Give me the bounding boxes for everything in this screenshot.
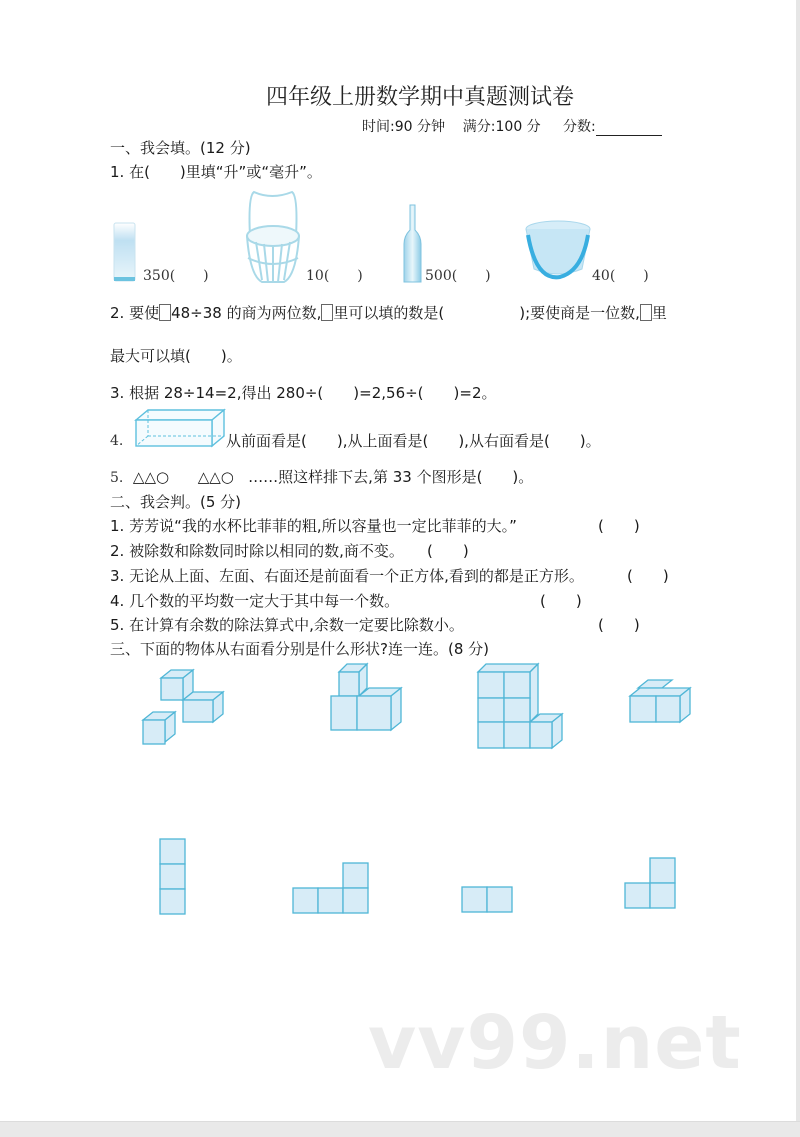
glass-icon xyxy=(113,222,137,284)
q2-line2: 最大可以填( )。 xyxy=(110,347,242,365)
scrollbar[interactable] xyxy=(796,0,800,1122)
judge-item-5: 5. 在计算有余数的除法算式中,余数一定要比除数小。 xyxy=(110,616,464,634)
pattern-2: △△○ xyxy=(197,468,234,486)
cube-stack-d xyxy=(628,678,692,726)
judge-blank-5[interactable]: ( ) xyxy=(598,616,640,634)
cuboid-icon xyxy=(134,408,226,448)
time-limit: 时间:90 分钟 xyxy=(362,119,445,135)
judge-blank-4[interactable]: ( ) xyxy=(540,592,582,610)
view-l-shape-4 xyxy=(292,862,372,916)
view-l-shape-3 xyxy=(624,857,678,911)
exam-meta xyxy=(362,116,662,136)
q1-prompt: 1. 在( )里填“升”或“毫升”。 xyxy=(110,163,322,181)
q1-item-1: 350( ) xyxy=(143,268,209,284)
bottle-icon xyxy=(403,204,423,284)
score-label: 分数: xyxy=(562,119,596,135)
q2-line1: 2. 要使 48÷38 的商为两位数, 里可以填的数是( );要使商是一位数, 里 xyxy=(110,304,667,322)
q3: 3. 根据 28÷14=2,得出 280÷( )=2,56÷( )=2。 xyxy=(110,384,497,402)
pail-icon xyxy=(524,219,594,281)
judge-blank-1[interactable]: ( ) xyxy=(598,517,640,535)
judge-item-1: 1. 芳芳说“我的水杯比菲菲的粗,所以容量也一定比菲菲的大。” xyxy=(110,517,517,535)
watermark: vv99.net xyxy=(368,1000,742,1086)
judge-blank-2[interactable]: ( ) xyxy=(427,542,469,560)
section2-heading: 二、我会判。(5 分) xyxy=(110,493,242,511)
q1-item-2: 10( ) xyxy=(306,268,363,284)
judge-item-4: 4. 几个数的平均数一定大于其中每一个数。 xyxy=(110,592,400,610)
digit-box[interactable] xyxy=(159,304,171,321)
q4-text: 从前面看是( ),从上面看是( ),从右面看是( )。 xyxy=(226,432,601,450)
page-title: 四年级上册数学期中真题测试卷 xyxy=(265,85,574,110)
judge-item-3: 3. 无论从上面、左面、右面还是前面看一个正方体,看到的都是正方形。 xyxy=(110,567,584,585)
digit-box[interactable] xyxy=(640,304,652,321)
q5: 5. △△○ △△○ ……照这样排下去,第 33 个图形是( )。 xyxy=(110,468,534,486)
q1-item-3: 500( ) xyxy=(425,268,491,284)
pattern-1: △△○ xyxy=(132,468,170,486)
view-horizontal-2 xyxy=(461,886,515,914)
cube-stack-b xyxy=(329,662,403,734)
cube-stack-c xyxy=(476,662,566,752)
q4-number: 4. xyxy=(110,433,124,449)
digit-box[interactable] xyxy=(321,304,333,321)
judge-blank-3[interactable]: ( ) xyxy=(627,567,669,585)
full-score: 满分:100 分 xyxy=(462,119,541,135)
section3-heading: 三、下面的物体从右面看分别是什么形状?连一连。(8 分) xyxy=(110,640,489,658)
q1-item-4: 40( ) xyxy=(592,268,649,284)
section1-heading: 一、我会填。(12 分) xyxy=(110,139,251,157)
cube-stack-a xyxy=(141,668,225,748)
wooden-bucket-icon xyxy=(242,186,304,288)
view-vertical-3 xyxy=(159,838,187,916)
page-gap xyxy=(0,1121,800,1137)
judge-item-2: 2. 被除数和除数同时除以相同的数,商不变。 xyxy=(110,542,404,560)
score-blank[interactable] xyxy=(596,121,662,136)
